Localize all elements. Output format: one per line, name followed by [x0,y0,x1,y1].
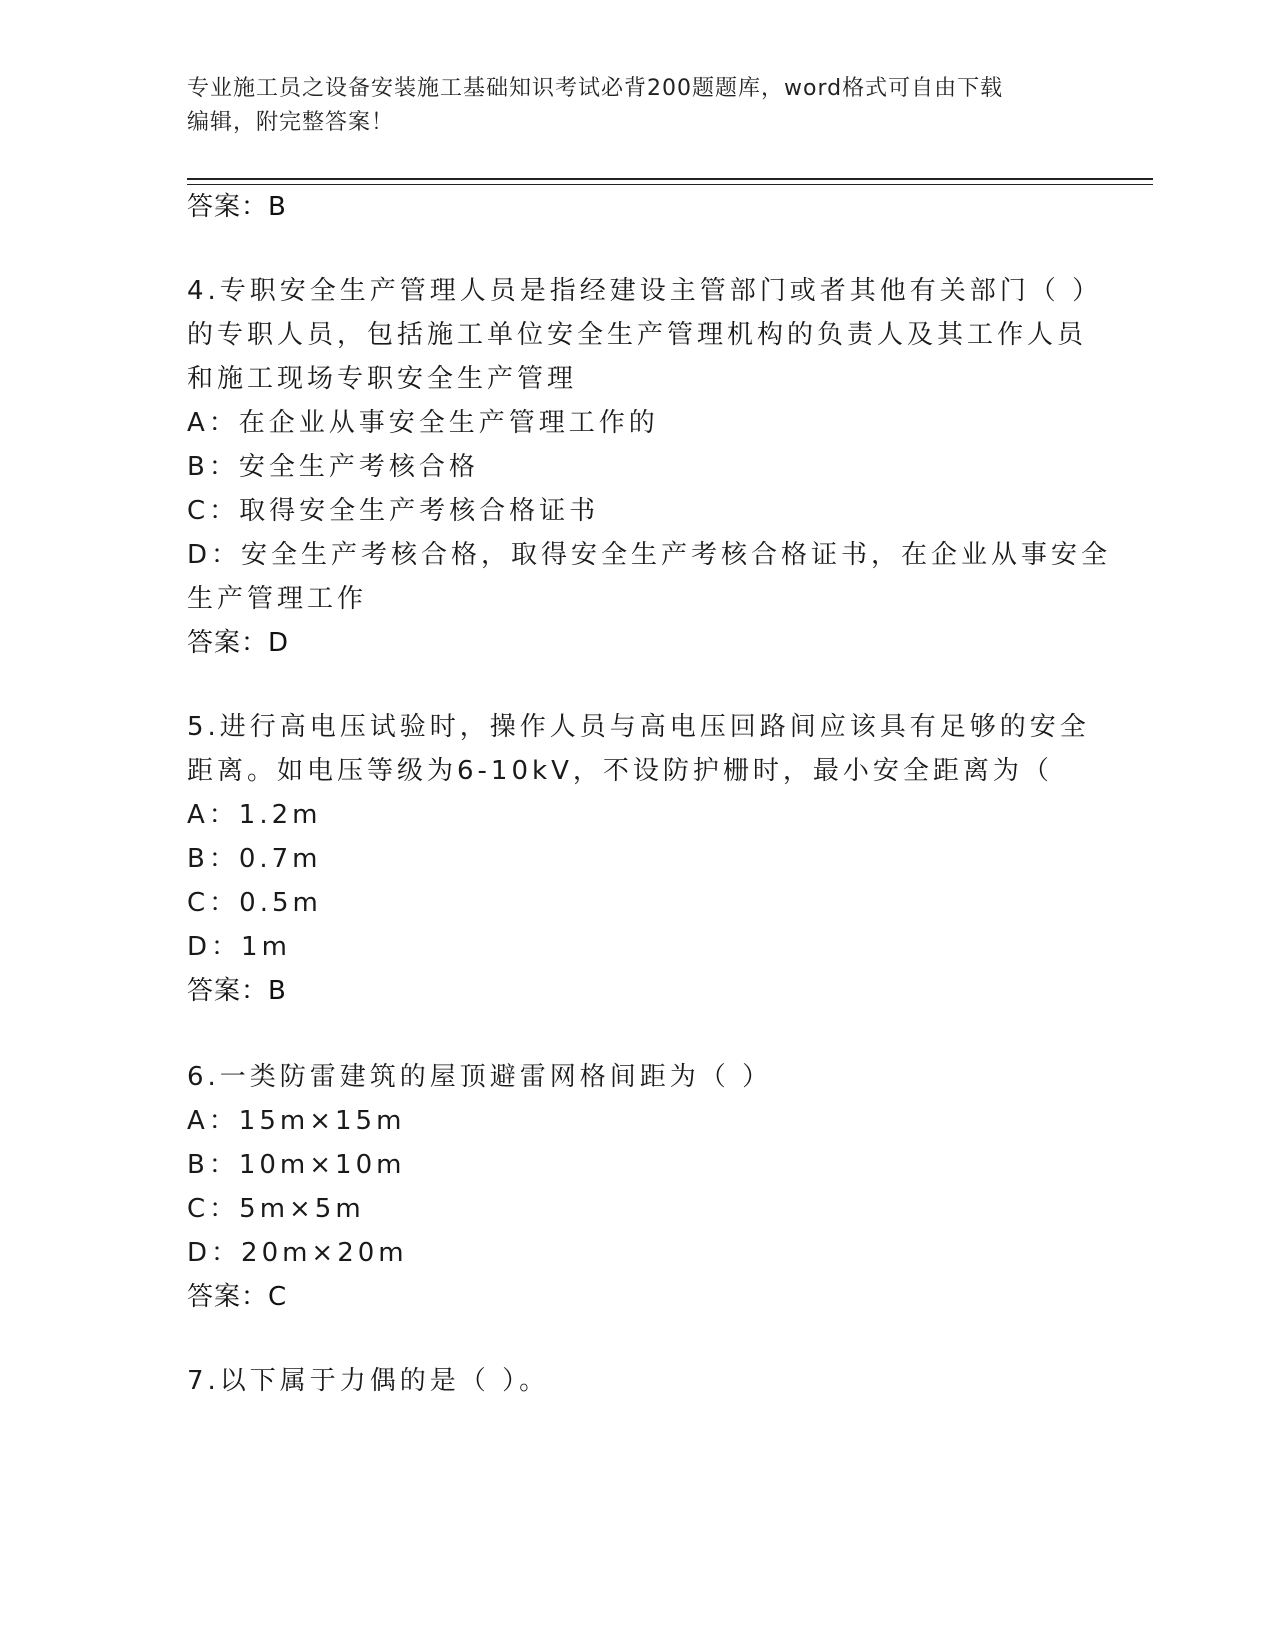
question-text-line: 7.以下属于力偶的是（ ）。 [187,1366,550,1396]
answer-line: 答案：C [187,1282,288,1312]
option-b: B：安全生产考核合格 [187,452,479,482]
header-rule-thick [187,178,1153,180]
option-d: D：安全生产考核合格，取得安全生产考核合格证书，在企业从事安全 [187,540,1112,570]
option-d-continued: 生产管理工作 [187,584,368,614]
question-text-line: 4.专职安全生产管理人员是指经建设主管部门或者其他有关部门（ ） [187,276,1103,306]
document-header [187,72,1087,140]
option-d: D：1m [187,932,291,962]
option-a: A：在企业从事安全生产管理工作的 [187,408,659,438]
option-c: C：取得安全生产考核合格证书 [187,496,600,526]
option-d: D：20m×20m [187,1238,408,1268]
answer-line: 答案：B [187,976,287,1006]
question-text-line: 5.进行高电压试验时，操作人员与高电压回路间应该具有足够的安全 [187,712,1090,742]
option-b: B：10m×10m [187,1150,406,1180]
question-text-line: 距离。如电压等级为6-10kV，不设防护栅时，最小安全距离为（ [187,756,1053,786]
option-c: C：0.5m [187,888,322,918]
option-a: A：1.2m [187,800,322,830]
question-text-line: 6.一类防雷建筑的屋顶避雷网格间距为（ ） [187,1062,773,1092]
answer-line: 答案：D [187,628,290,658]
header-rule-thin [187,184,1153,185]
answer-line: 答案：B [187,192,287,222]
option-b: B：0.7m [187,844,322,874]
header-line-2: 编辑，附完整答案！ [187,110,395,135]
question-text-line: 和施工现场专职安全生产管理 [187,364,578,394]
header-line-1: 专业施工员之设备安装施工基础知识考试必背200题题库，word格式可自由下载 [187,76,1004,101]
option-a: A：15m×15m [187,1106,406,1136]
question-text-line: 的专职人员，包括施工单位安全生产管理机构的负责人及其工作人员 [187,320,1088,350]
option-c: C：5m×5m [187,1194,365,1224]
